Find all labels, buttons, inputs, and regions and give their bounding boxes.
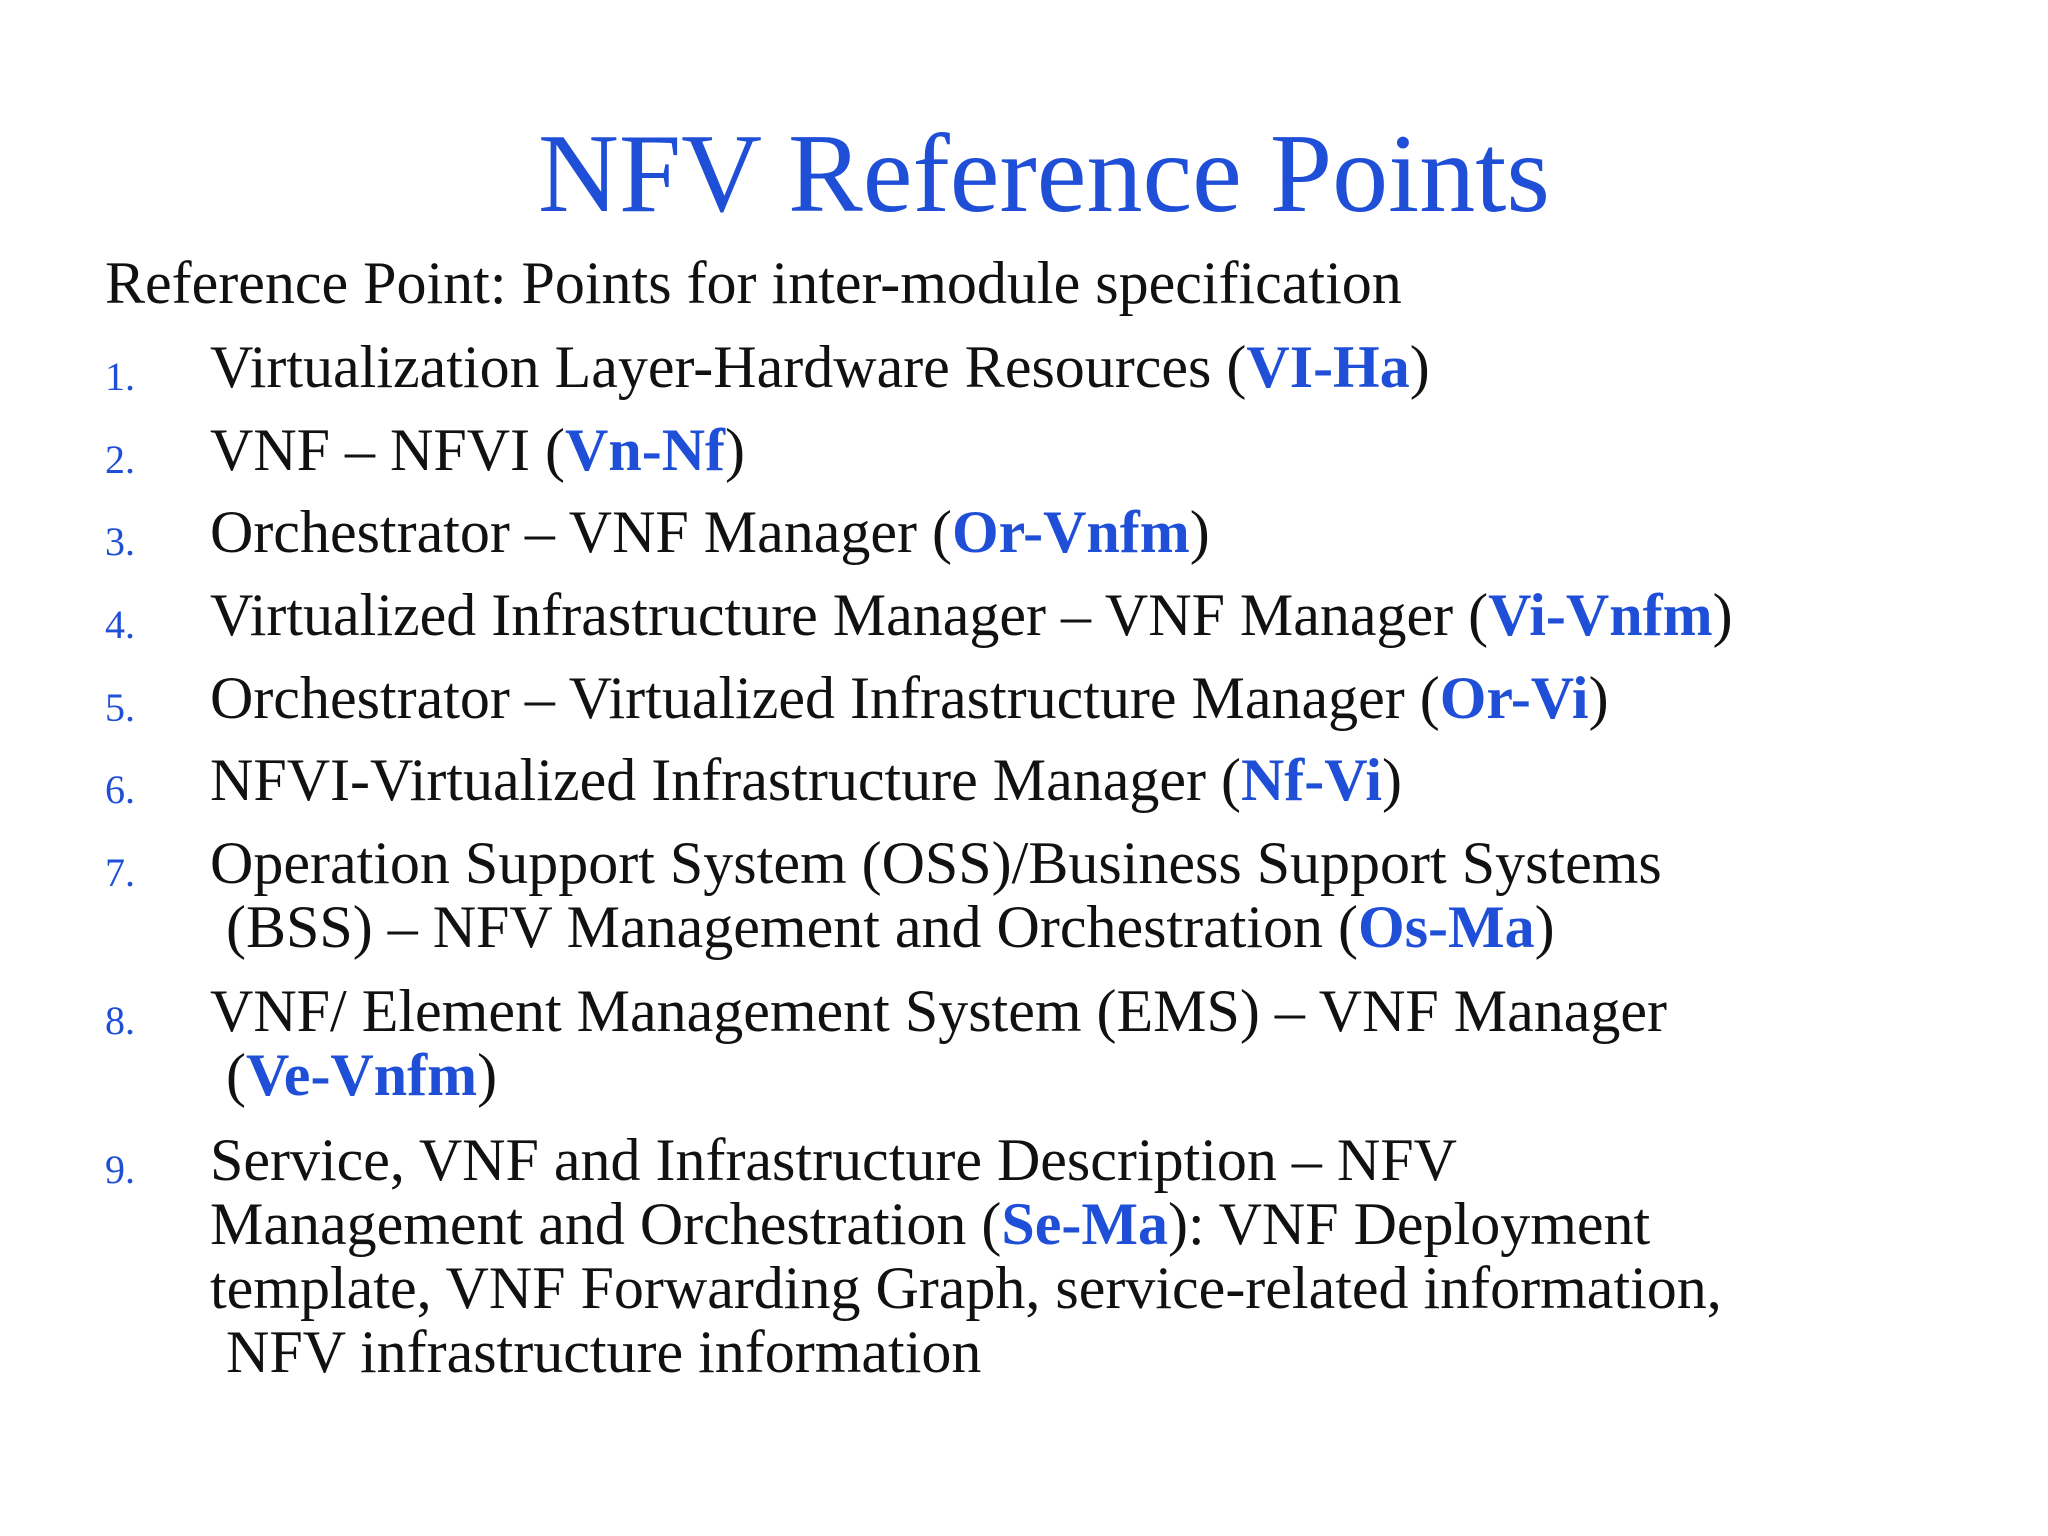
item-number: 7. xyxy=(105,850,135,895)
item-text: Service, VNF and Infrastructure Description – NFV Management and Orchestration (Se-Ma): VNF Deployment template, VNF Forwarding Graph, service-related information, NFV infrastructure information xyxy=(210,1127,1722,1385)
item-number: 6. xyxy=(105,767,135,812)
reference-code: Vi-Vnfm xyxy=(1488,582,1713,648)
item-text: Virtualization Layer-Hardware Resources (VI-Ha) xyxy=(210,334,1430,400)
reference-code: Os-Ma xyxy=(1358,894,1535,960)
reference-code: Vn-Nf xyxy=(565,417,726,483)
reference-code: VI-Ha xyxy=(1246,334,1410,400)
reference-code: Or-Vi xyxy=(1439,665,1589,731)
item-text: VNF – NFVI (Vn-Nf) xyxy=(210,417,746,483)
intro-text: Reference Point: Points for inter-module specification xyxy=(105,250,1402,316)
item-text: Orchestrator – Virtualized Infrastructure Manager (Or-Vi) xyxy=(210,665,1609,731)
reference-code: Ve-Vnfm xyxy=(245,1042,478,1108)
reference-code: Or-Vnfm xyxy=(952,499,1190,565)
item-number: 9. xyxy=(105,1147,135,1192)
item-number: 5. xyxy=(105,685,135,730)
item-text: Virtualized Infrastructure Manager – VNF Manager (Vi-Vnfm) xyxy=(210,582,1733,648)
reference-code: Nf-Vi xyxy=(1240,747,1383,813)
item-number: 2. xyxy=(105,437,135,482)
item-text: VNF/ Element Management System (EMS) – VNF Manager (Ve-Vnfm) xyxy=(210,978,1668,1108)
item-number: 4. xyxy=(105,602,135,647)
slide-title: NFV Reference Points xyxy=(538,112,1550,236)
item-text: Operation Support System (OSS)/Business Support Systems (BSS) – NFV Management and Orchestration (Os-Ma) xyxy=(210,830,1662,960)
item-number: 1. xyxy=(105,354,135,399)
item-number: 3. xyxy=(105,519,135,564)
item-text: Orchestrator – VNF Manager (Or-Vnfm) xyxy=(210,499,1210,565)
item-text: NFVI-Virtualized Infrastructure Manager (Nf-Vi) xyxy=(210,747,1403,813)
item-number: 8. xyxy=(105,998,135,1043)
reference-code: Se-Ma xyxy=(1001,1191,1168,1257)
